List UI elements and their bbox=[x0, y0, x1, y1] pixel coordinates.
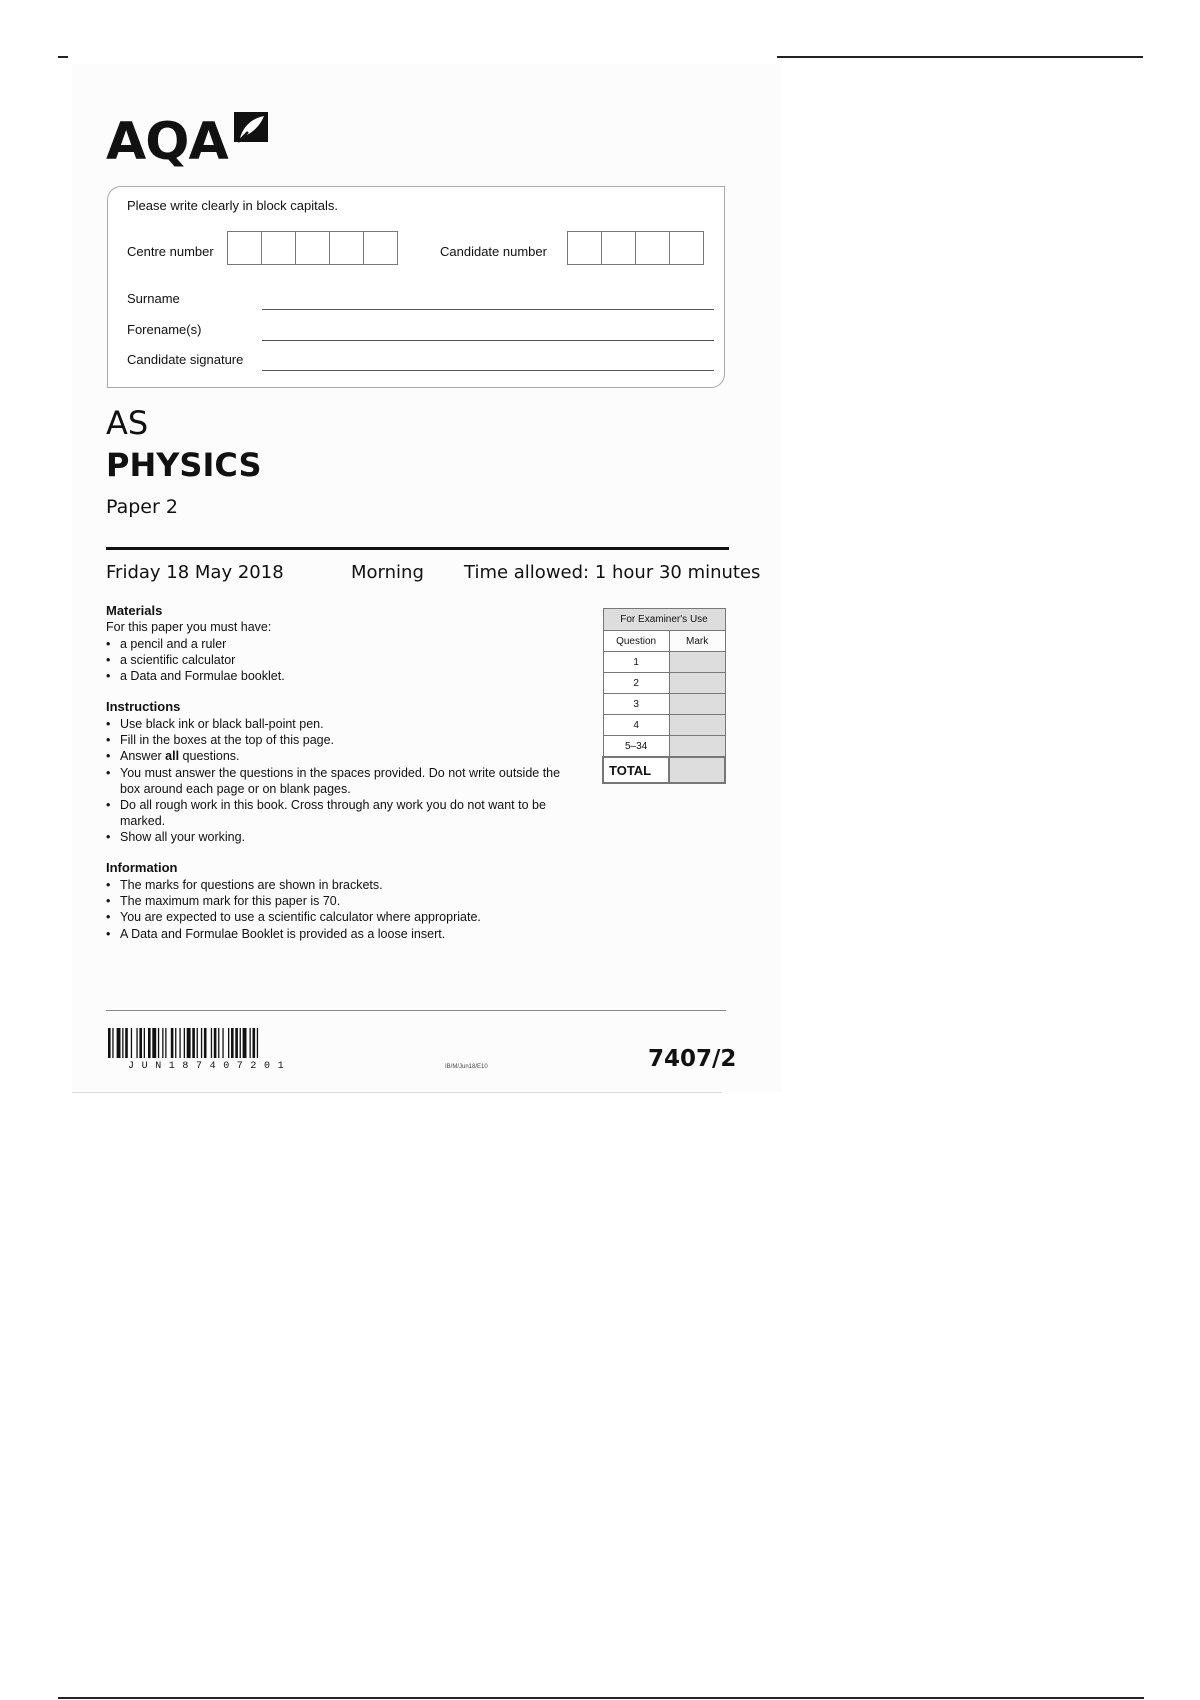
instructions-list bbox=[106, 716, 576, 846]
list-item: • Fill in the boxes at the top of this page. bbox=[106, 732, 576, 748]
block-capitals-instruction: Please write clearly in block capitals. bbox=[127, 198, 338, 213]
barcode-text: JUN187407201 bbox=[128, 1061, 292, 1072]
candidate-details-box bbox=[107, 186, 725, 388]
logo-text: AQA bbox=[106, 112, 228, 172]
centre-digit-box[interactable] bbox=[363, 231, 398, 265]
mark-cell bbox=[669, 673, 725, 694]
mark-column-header: Mark bbox=[669, 631, 725, 652]
list-item: • Do all rough work in this book. Cross through any work you do not want to be marked. bbox=[106, 797, 576, 829]
list-item: • a pencil and a ruler bbox=[106, 636, 576, 652]
barcode-icon bbox=[108, 1028, 344, 1060]
footer-divider bbox=[106, 1010, 726, 1011]
total-mark-cell bbox=[669, 757, 725, 783]
total-label: TOTAL bbox=[603, 757, 669, 783]
list-item: • Use black ink or black ball-point pen. bbox=[106, 716, 576, 732]
question-number: 4 bbox=[603, 715, 669, 736]
information-list bbox=[106, 877, 576, 942]
list-item: • Answer all questions. bbox=[106, 748, 576, 764]
question-number: 1 bbox=[603, 652, 669, 673]
materials-intro: For this paper you must have: bbox=[106, 620, 272, 634]
forename-field[interactable] bbox=[262, 340, 714, 341]
list-item: • a scientific calculator bbox=[106, 652, 576, 668]
candidate-digit-box[interactable] bbox=[669, 231, 704, 265]
examiner-use-table bbox=[602, 608, 726, 784]
candidate-number-label: Candidate number bbox=[440, 244, 547, 259]
forename-label: Forename(s) bbox=[127, 322, 202, 337]
list-item: • You are expected to use a scientific calculator where appropriate. bbox=[106, 909, 576, 925]
header-divider bbox=[106, 547, 729, 550]
centre-digit-box[interactable] bbox=[261, 231, 296, 265]
question-column-header: Question bbox=[603, 631, 669, 652]
centre-digit-box[interactable] bbox=[329, 231, 364, 265]
centre-digit-box[interactable] bbox=[227, 231, 262, 265]
centre-digit-box[interactable] bbox=[295, 231, 330, 265]
list-item: • You must answer the questions in the spaces provided. Do not write outside the box around each page or on blank pages. bbox=[106, 765, 576, 797]
paper-number: Paper 2 bbox=[106, 496, 178, 518]
question-number: 2 bbox=[603, 673, 669, 694]
mark-cell bbox=[669, 694, 725, 715]
paper-code: 7407/2 bbox=[648, 1046, 737, 1072]
candidate-digit-box[interactable] bbox=[601, 231, 636, 265]
aqa-leaf-icon bbox=[234, 112, 270, 151]
surname-label: Surname bbox=[127, 291, 180, 306]
time-allowed: Time allowed: 1 hour 30 minutes bbox=[464, 562, 761, 583]
subject-title: PHYSICS bbox=[106, 446, 262, 484]
list-item: • The marks for questions are shown in brackets. bbox=[106, 877, 576, 893]
sheet-edge bbox=[72, 1092, 722, 1093]
candidate-digit-box[interactable] bbox=[635, 231, 670, 265]
list-item: • a Data and Formulae booklet. bbox=[106, 668, 576, 684]
mark-cell bbox=[669, 715, 725, 736]
candidate-digit-box[interactable] bbox=[567, 231, 602, 265]
question-number: 3 bbox=[603, 694, 669, 715]
surname-field[interactable] bbox=[262, 309, 714, 310]
signature-field[interactable] bbox=[262, 370, 714, 371]
small-reference: IB/M/Jun18/E10 bbox=[445, 1064, 488, 1070]
examiner-table-title: For Examiner's Use bbox=[603, 609, 725, 631]
page-bottom-rule bbox=[58, 1697, 1144, 1699]
page-top-rule-left bbox=[58, 56, 68, 58]
mark-cell bbox=[669, 652, 725, 673]
list-item: • A Data and Formulae Booklet is provided as a loose insert. bbox=[106, 926, 576, 942]
mark-cell bbox=[669, 736, 725, 758]
page-top-rule-right bbox=[777, 56, 1143, 58]
question-number: 5–34 bbox=[603, 736, 669, 758]
list-item: • The maximum mark for this paper is 70. bbox=[106, 893, 576, 909]
materials-heading: Materials bbox=[106, 603, 163, 618]
list-item: • Show all your working. bbox=[106, 829, 576, 845]
qualification-level: AS bbox=[106, 404, 149, 442]
aqa-logo bbox=[106, 112, 270, 172]
materials-list bbox=[106, 636, 576, 685]
exam-session: Morning bbox=[351, 562, 424, 583]
signature-label: Candidate signature bbox=[127, 352, 244, 367]
centre-number-field[interactable] bbox=[227, 231, 397, 265]
centre-number-label: Centre number bbox=[127, 244, 214, 259]
instructions-heading: Instructions bbox=[106, 699, 181, 714]
information-heading: Information bbox=[106, 860, 178, 875]
exam-date: Friday 18 May 2018 bbox=[106, 562, 284, 583]
candidate-number-field[interactable] bbox=[567, 231, 703, 265]
